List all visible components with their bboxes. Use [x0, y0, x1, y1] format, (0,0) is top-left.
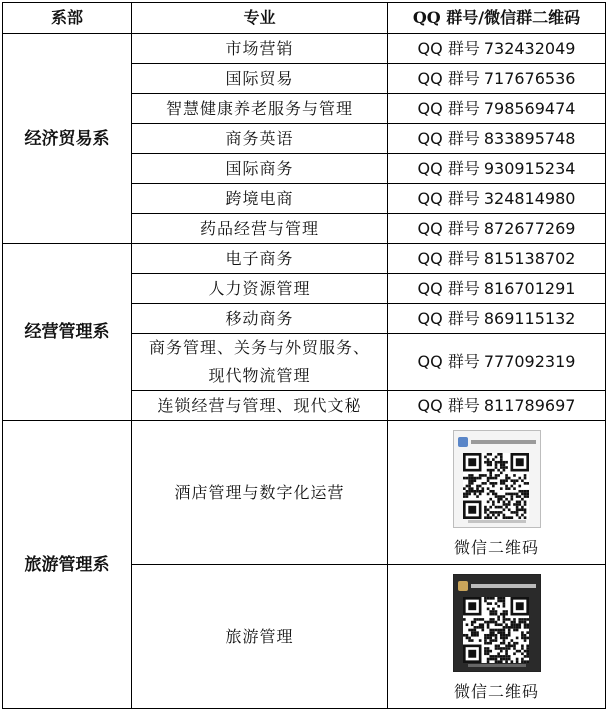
qq-number: 732432049 [483, 38, 576, 58]
qq-cell [388, 391, 606, 421]
qq-number: 930915234 [483, 158, 576, 178]
wechat-qr-cell [388, 565, 606, 709]
qq-cell [388, 214, 606, 244]
major-cell: 国际商务 [132, 154, 388, 184]
major-cell: 酒店管理与数字化运营 [132, 421, 388, 565]
wechat-qr-image [453, 574, 541, 672]
qr-code-icon [463, 453, 529, 519]
qq-label: QQ 群号 [417, 188, 480, 208]
major-cell: 商务英语 [132, 124, 388, 154]
qq-cell [388, 124, 606, 154]
qq-cell [388, 34, 606, 64]
qq-number: 869115132 [483, 308, 576, 328]
qq-number: 717676536 [483, 68, 576, 88]
qq-cell [388, 64, 606, 94]
qq-label: QQ 群号 [417, 352, 480, 371]
group-title-bar [471, 584, 536, 588]
major-cell: 药品经营与管理 [132, 214, 388, 244]
wechat-qr-image [453, 430, 541, 528]
qq-label: QQ 群号 [417, 278, 480, 298]
qq-label: QQ 群号 [417, 38, 480, 58]
qq-number: 777092319 [483, 352, 576, 371]
department-cell: 经营管理系 [3, 244, 132, 421]
qr-header [458, 435, 536, 449]
group-avatar-icon [458, 437, 468, 447]
qr-caption: 微信二维码 [453, 681, 539, 701]
major-cell: 移动商务 [132, 304, 388, 334]
qq-number: 798569474 [483, 98, 576, 118]
wechat-qr-cell [388, 421, 606, 565]
qq-label: QQ 群号 [417, 98, 480, 118]
group-avatar-icon [458, 581, 468, 591]
major-line: 现代物流管理 [208, 366, 311, 385]
header-row [3, 3, 606, 34]
header-department: 系部 [3, 3, 132, 34]
qr-footer-line [468, 664, 526, 667]
qr-code-icon [463, 597, 529, 663]
qq-label: QQ 群号 [417, 158, 480, 178]
major-cell [132, 334, 388, 391]
qq-cell [388, 94, 606, 124]
table-row [3, 34, 606, 64]
qq-label: QQ 群号 [417, 395, 480, 415]
qq-cell [388, 334, 606, 391]
qr-footer-line [468, 520, 526, 523]
major-cell: 人力资源管理 [132, 274, 388, 304]
major-line: 商务管理、关务与外贸服务、 [148, 338, 370, 357]
major-cell: 市场营销 [132, 34, 388, 64]
qr-header [458, 579, 536, 593]
major-cell: 旅游管理 [132, 565, 388, 709]
header-major: 专业 [132, 3, 388, 34]
major-cell: 智慧健康养老服务与管理 [132, 94, 388, 124]
qq-number: 815138702 [483, 248, 576, 268]
qq-label: QQ 群号 [417, 68, 480, 88]
qq-label: QQ 群号 [417, 248, 480, 268]
department-cell: 旅游管理系 [3, 421, 132, 709]
qq-label: QQ 群号 [417, 308, 480, 328]
major-cell: 电子商务 [132, 244, 388, 274]
qq-cell [388, 274, 606, 304]
group-title-bar [471, 440, 536, 444]
header-contact: QQ 群号/微信群二维码 [388, 3, 606, 34]
qq-label: QQ 群号 [417, 218, 480, 238]
major-cell: 国际贸易 [132, 64, 388, 94]
qq-cell [388, 154, 606, 184]
qq-number: 872677269 [483, 218, 576, 238]
table-row [3, 244, 606, 274]
department-cell: 经济贸易系 [3, 34, 132, 244]
qq-cell [388, 244, 606, 274]
qq-number: 811789697 [483, 395, 576, 415]
table-row [3, 421, 606, 565]
qq-label: QQ 群号 [417, 128, 480, 148]
major-cell: 跨境电商 [132, 184, 388, 214]
qq-number: 833895748 [483, 128, 576, 148]
major-cell: 连锁经营与管理、现代文秘 [132, 391, 388, 421]
major-contact-table [2, 2, 606, 709]
qr-caption: 微信二维码 [453, 537, 539, 557]
qq-number: 816701291 [483, 278, 576, 298]
qq-cell [388, 304, 606, 334]
qq-number: 324814980 [483, 188, 576, 208]
qq-cell [388, 184, 606, 214]
